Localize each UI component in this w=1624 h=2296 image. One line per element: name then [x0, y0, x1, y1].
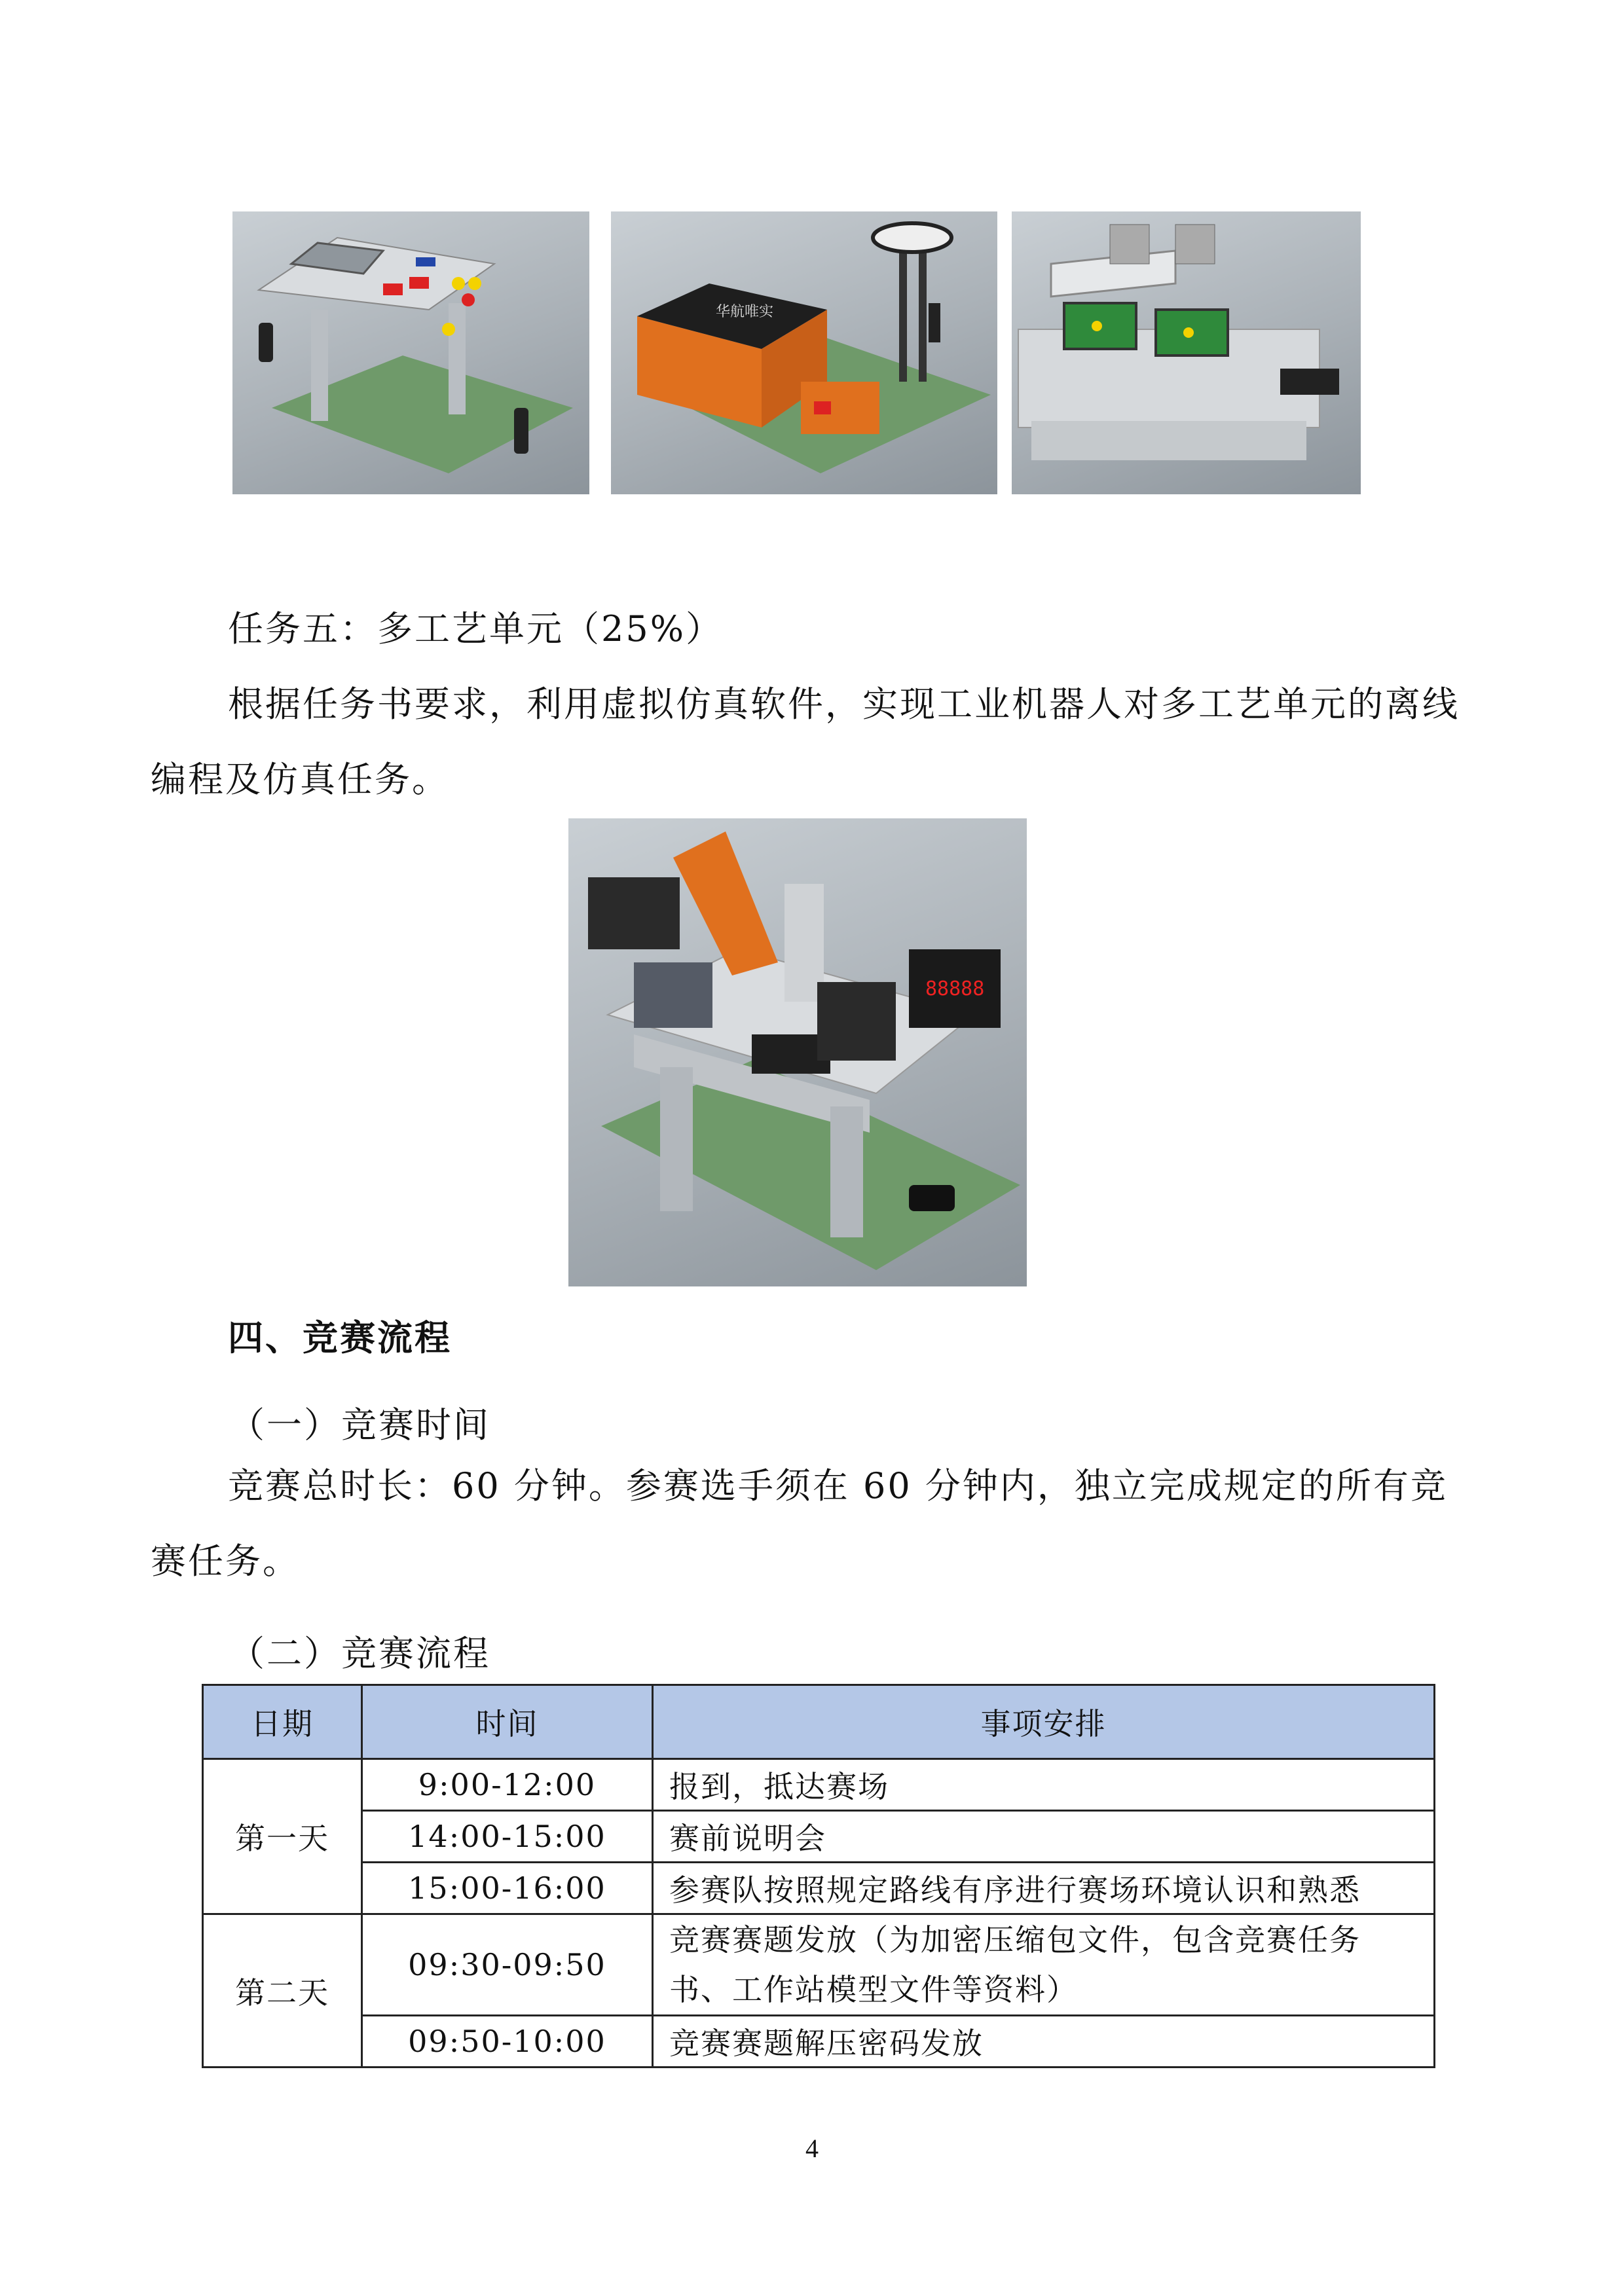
table-row — [203, 2016, 1435, 2068]
page-number: 4 — [805, 2134, 819, 2163]
time-cell: 9:00-12:00 — [362, 1759, 653, 1811]
table-row — [203, 1914, 1435, 2016]
item-cell: 赛前说明会 — [653, 1811, 1435, 1863]
header-date: 日期 — [203, 1685, 362, 1759]
item-cell: 报到，抵达赛场 — [653, 1759, 1435, 1811]
time-cell: 09:30-09:50 — [362, 1914, 653, 2016]
controller-unit-photo — [611, 211, 997, 494]
day-cell: 第一天 — [203, 1759, 362, 1914]
section4-sub2: （二）竞赛流程 — [229, 1633, 490, 1674]
table-row — [203, 1811, 1435, 1863]
logo-text: 华航唯实 — [716, 304, 774, 320]
time-cell: 14:00-15:00 — [362, 1811, 653, 1863]
schedule-table — [202, 1684, 1435, 2068]
task5-body: 根据任务书要求，利用虚拟仿真软件，实现工业机器人对多工艺单元的离线编程及仿真任务。 — [151, 683, 1460, 800]
time-cell: 15:00-16:00 — [362, 1863, 653, 1914]
led-display-text: 88888 — [925, 977, 985, 1000]
item-cell: 参赛队按照规定路线有序进行赛场环境认识和熟悉 — [653, 1863, 1435, 1914]
header-item: 事项安排 — [653, 1685, 1435, 1759]
section4-heading: 四、竞赛流程 — [228, 1317, 452, 1358]
header-time: 时间 — [362, 1685, 653, 1759]
section4-sub1-body: 竞赛总时长：60 分钟。参赛选手须在 60 分钟内，独立完成规定的所有竞赛任务。 — [151, 1465, 1448, 1582]
time-cell: 09:50-10:00 — [362, 2016, 653, 2068]
item-cell: 竞赛赛题发放（为加密压缩包文件，包含竞赛任务书、工作站模型文件等资料） — [653, 1914, 1435, 2016]
section4-sub1: （一）竞赛时间 — [229, 1404, 490, 1446]
table-row — [203, 1759, 1435, 1811]
table-header-row — [203, 1685, 1435, 1759]
task5-title: 任务五：多工艺单元（25%） — [228, 608, 724, 649]
fixture-unit-photo — [1012, 211, 1361, 494]
table-row — [203, 1863, 1435, 1914]
multi-process-unit-photo — [568, 818, 1027, 1286]
console-unit-photo — [232, 211, 589, 494]
day-cell: 第二天 — [203, 1914, 362, 2068]
item-cell: 竞赛赛题解压密码发放 — [653, 2016, 1435, 2068]
